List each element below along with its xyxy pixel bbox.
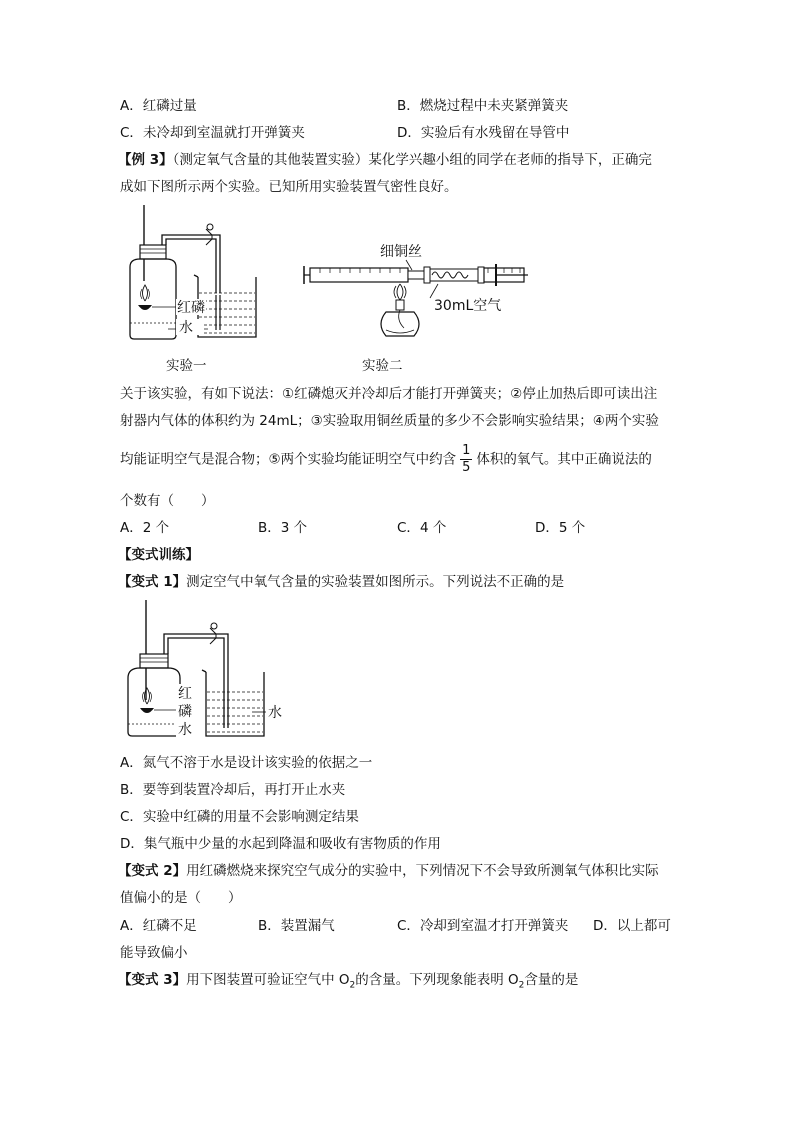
experiment1-caption: 实验一 — [166, 358, 207, 374]
variant2-option-b: B．装置漏气 — [258, 918, 335, 934]
experiment1-figure — [118, 205, 260, 345]
variant2-option-a: A．红磷不足 — [120, 918, 197, 934]
example3-option-c: C．4 个 — [397, 520, 447, 536]
example3-option-a: A．2 个 — [120, 520, 170, 536]
example3-option-b: B．3 个 — [258, 520, 308, 536]
option-d: D．实验后有水残留在导管中 — [397, 125, 570, 141]
variant1-stem: 【变式 1】测定空气中氧气含量的实验装置如图所示。下列说法不正确的是 — [118, 574, 565, 590]
variant3-stem: 【变式 3】用下图装置可验证空气中 $O_2$的含量。下列现象能表明 $O_2$含量的是 — [118, 972, 579, 991]
variant1-figure — [118, 600, 290, 742]
experiment2-figure — [300, 240, 532, 344]
variant2-option-d: D．以上都可 — [593, 918, 671, 934]
example3-option-d: D．5 个 — [535, 520, 586, 536]
example3-para4: 个数有（ ） — [120, 493, 215, 509]
label-red-phosphorus: 红磷 — [177, 300, 205, 316]
label-phosphorus: 磷 — [178, 704, 192, 720]
label-water: 水 — [179, 320, 193, 336]
variant1-option-b: B．要等到装置冷却后，再打开止水夹 — [120, 782, 346, 798]
variant1-option-d: D．集气瓶中少量的水起到降温和吸收有害物质的作用 — [120, 836, 441, 852]
example3-line2: 成如下图所示两个实验。已知所用实验装置气密性良好。 — [120, 179, 458, 195]
variant2-line1: 【变式 2】用红磷燃烧来探究空气成分的实验中，下列情况下不会导致所测氧气体积比实际 — [118, 863, 659, 879]
label-water-beaker: 水 — [268, 705, 282, 721]
example3-para2: 射器内气体的体积约为 24mL；③实验取用铜丝质量的多少不会影响实验结果；④两个实验 — [120, 413, 659, 429]
fraction-one-fifth: $\frac{1}{5}$ — [462, 443, 471, 475]
option-b: B．燃烧过程中未夹紧弹簧夹 — [397, 98, 569, 114]
label-water-bottle: 水 — [178, 722, 192, 738]
label-30ml-air: 30mL空气 — [434, 298, 502, 314]
example3-para3: 均能证明空气是混合物；⑤两个实验均能证明空气中约含 $\frac{1}{5}$ 体积的氧气。其中正确说法的 — [120, 443, 652, 475]
training-title: 【变式训练】 — [118, 547, 199, 563]
variant1-option-a: A．氮气不溶于水是设计该实验的依据之一 — [120, 755, 373, 771]
example3-para1: 关于该实验，有如下说法：①红磷熄灭并冷却后才能打开弹簧夹；②停止加热后即可读出注 — [120, 386, 658, 402]
example3-line1: 【例 3】（测定氧气含量的其他装置实验）某化学兴趣小组的同学在老师的指导下，正确完 — [118, 152, 652, 168]
experiment2-caption: 实验二 — [362, 358, 403, 374]
variant1-option-c: C．实验中红磷的用量不会影响测定结果 — [120, 809, 359, 825]
variant2-option-c: C．冷却到室温才打开弹簧夹 — [397, 918, 569, 934]
option-a: A．红磷过量 — [120, 98, 197, 114]
variant2-line2: 值偏小的是（ ） — [120, 890, 242, 906]
label-red: 红 — [178, 686, 192, 702]
option-c: C．未冷却到室温就打开弹簧夹 — [120, 125, 305, 141]
variant2-line-cont: 能导致偏小 — [120, 945, 188, 961]
label-copper-wire: 细铜丝 — [380, 244, 422, 260]
